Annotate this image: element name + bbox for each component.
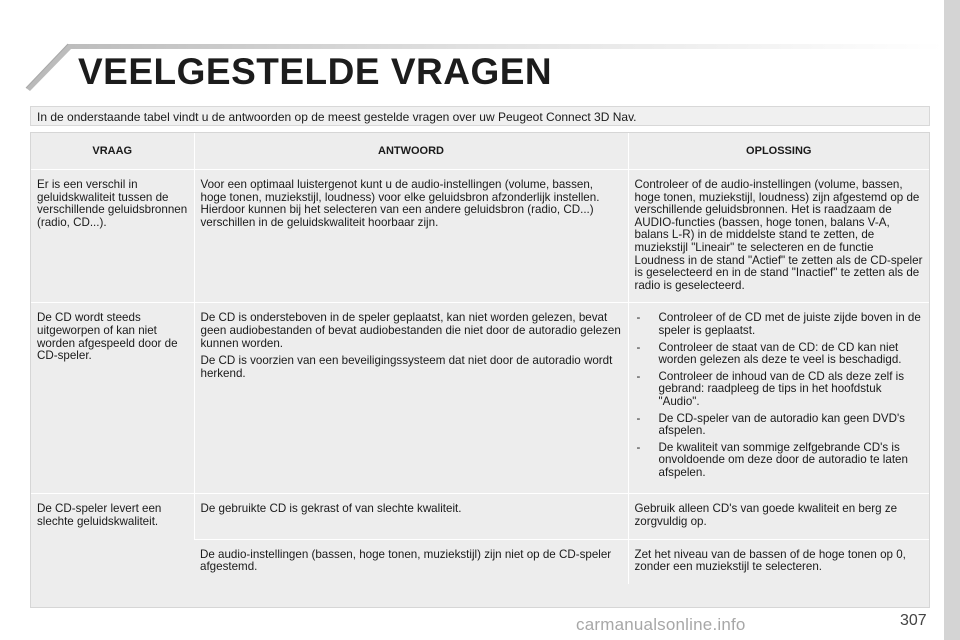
solution-cell [628, 170, 929, 303]
question-text: De CD-speler levert een slechte geluidskwaliteit. [37, 502, 162, 529]
solution-text: Zet het niveau van de bassen of de hoge tonen op 0, zonder een muziekstijl te selecteren. [634, 547, 906, 574]
watermark: carmanualsonline.info [576, 615, 746, 634]
answer-text: De CD is ondersteboven in de speler geplaatst, kan niet worden gelezen, bevat geen audiobestanden of bevat audiobestanden die niet door de autoradio gelezen kunnen worden. [200, 311, 621, 350]
question-cell [31, 494, 194, 584]
answer-text: De audio-instellingen (bassen, hoge tonen, muziekstijl) zijn niet op de CD-speler afgestemd. [200, 547, 612, 574]
question-text: Er is een verschil in geluidskwaliteit tussen de verschillende geluidsbronnen (radio, CD...). [37, 178, 188, 229]
solution-cell [628, 494, 929, 539]
answer-cell [194, 170, 628, 303]
solution-cell [628, 539, 929, 584]
column-header-answer: ANTWOORD [194, 133, 628, 170]
question-text: De CD wordt steeds uitgeworpen of kan niet worden afgespeeld door de CD-speler. [37, 311, 178, 363]
table-row [31, 494, 929, 539]
list-item: - Controleer de inhoud van de CD als deze zelf is gebrand: raadpleeg de tips in het hoofdstuk "Audio". [635, 371, 924, 409]
page-number: 307 [900, 612, 927, 629]
answer-text: De CD is voorzien van een beveiligingssysteem dat niet door de autoradio wordt herkend. [200, 354, 613, 380]
table-header-row [31, 133, 929, 170]
solution-list [635, 312, 924, 479]
solution-text: Gebruik alleen CD's van goede kwaliteit en berg ze zorgvuldig op. [634, 502, 898, 529]
faq-table-panel [30, 132, 930, 608]
answer-cell [194, 539, 628, 584]
right-edge-strip [944, 0, 960, 640]
column-header-solution: OPLOSSING [628, 133, 929, 170]
list-item: - De kwaliteit van sommige zelfgebrande CD's is onvoldoende om deze door de autoradio te laten afspelen. [635, 442, 924, 480]
page-header [0, 0, 944, 100]
solution-cell [628, 303, 929, 494]
answer-cell [194, 303, 628, 494]
solution-text: Controleer of de audio-instellingen (volume, bassen, hoge tonen, muziekstijl, loudness) zijn afgestemd op de verschillende geluidsbronnen. Het is raadzaam de AUDIO-functies (bassen, hoge tonen, balans V-A, balans L-R) in de middelste stand te zetten, de muziekstijl "Lineair" te selecteren en de functie Loudness in de stand "Actief" te zetten als de CD-speler is geselecteerd en in de stand "Inactief" te zetten als de radio is geselecteerd. [634, 178, 923, 292]
faq-table [31, 133, 929, 584]
intro-text: In de onderstaande tabel vindt u de antwoorden op de meest gestelde vragen over uw Peugeot Connect 3D Nav. [30, 106, 930, 126]
page-title: VEELGESTELDE VRAGEN [78, 51, 553, 92]
question-cell [31, 170, 194, 303]
list-item: - Controleer of de CD met de juiste zijde boven in de speler is geplaatst. [635, 312, 924, 337]
list-item: - Controleer de staat van de CD: de CD kan niet worden gelezen als deze te veel is beschadigd. [635, 342, 924, 367]
answer-text: De gebruikte CD is gekrast of van slechte kwaliteit. [200, 502, 462, 516]
answer-text: Voor een optimaal luistergenot kunt u de audio-instellingen (volume, bassen, hoge tonen, muziekstijl, loudness) voor elke geluidsbron afzonderlijk instellen. Hierdoor kunnen bij het selecteren van een andere geluidsbron (radio, CD...) verschillen in de geluidskwaliteit hoorbaar zijn. [200, 178, 600, 229]
table-row [31, 303, 929, 494]
column-header-question: VRAAG [92, 144, 133, 157]
table-row [31, 170, 929, 303]
question-cell [31, 303, 194, 494]
answer-cell [194, 494, 628, 539]
list-item: - De CD-speler van de autoradio kan geen DVD's afspelen. [635, 413, 924, 438]
